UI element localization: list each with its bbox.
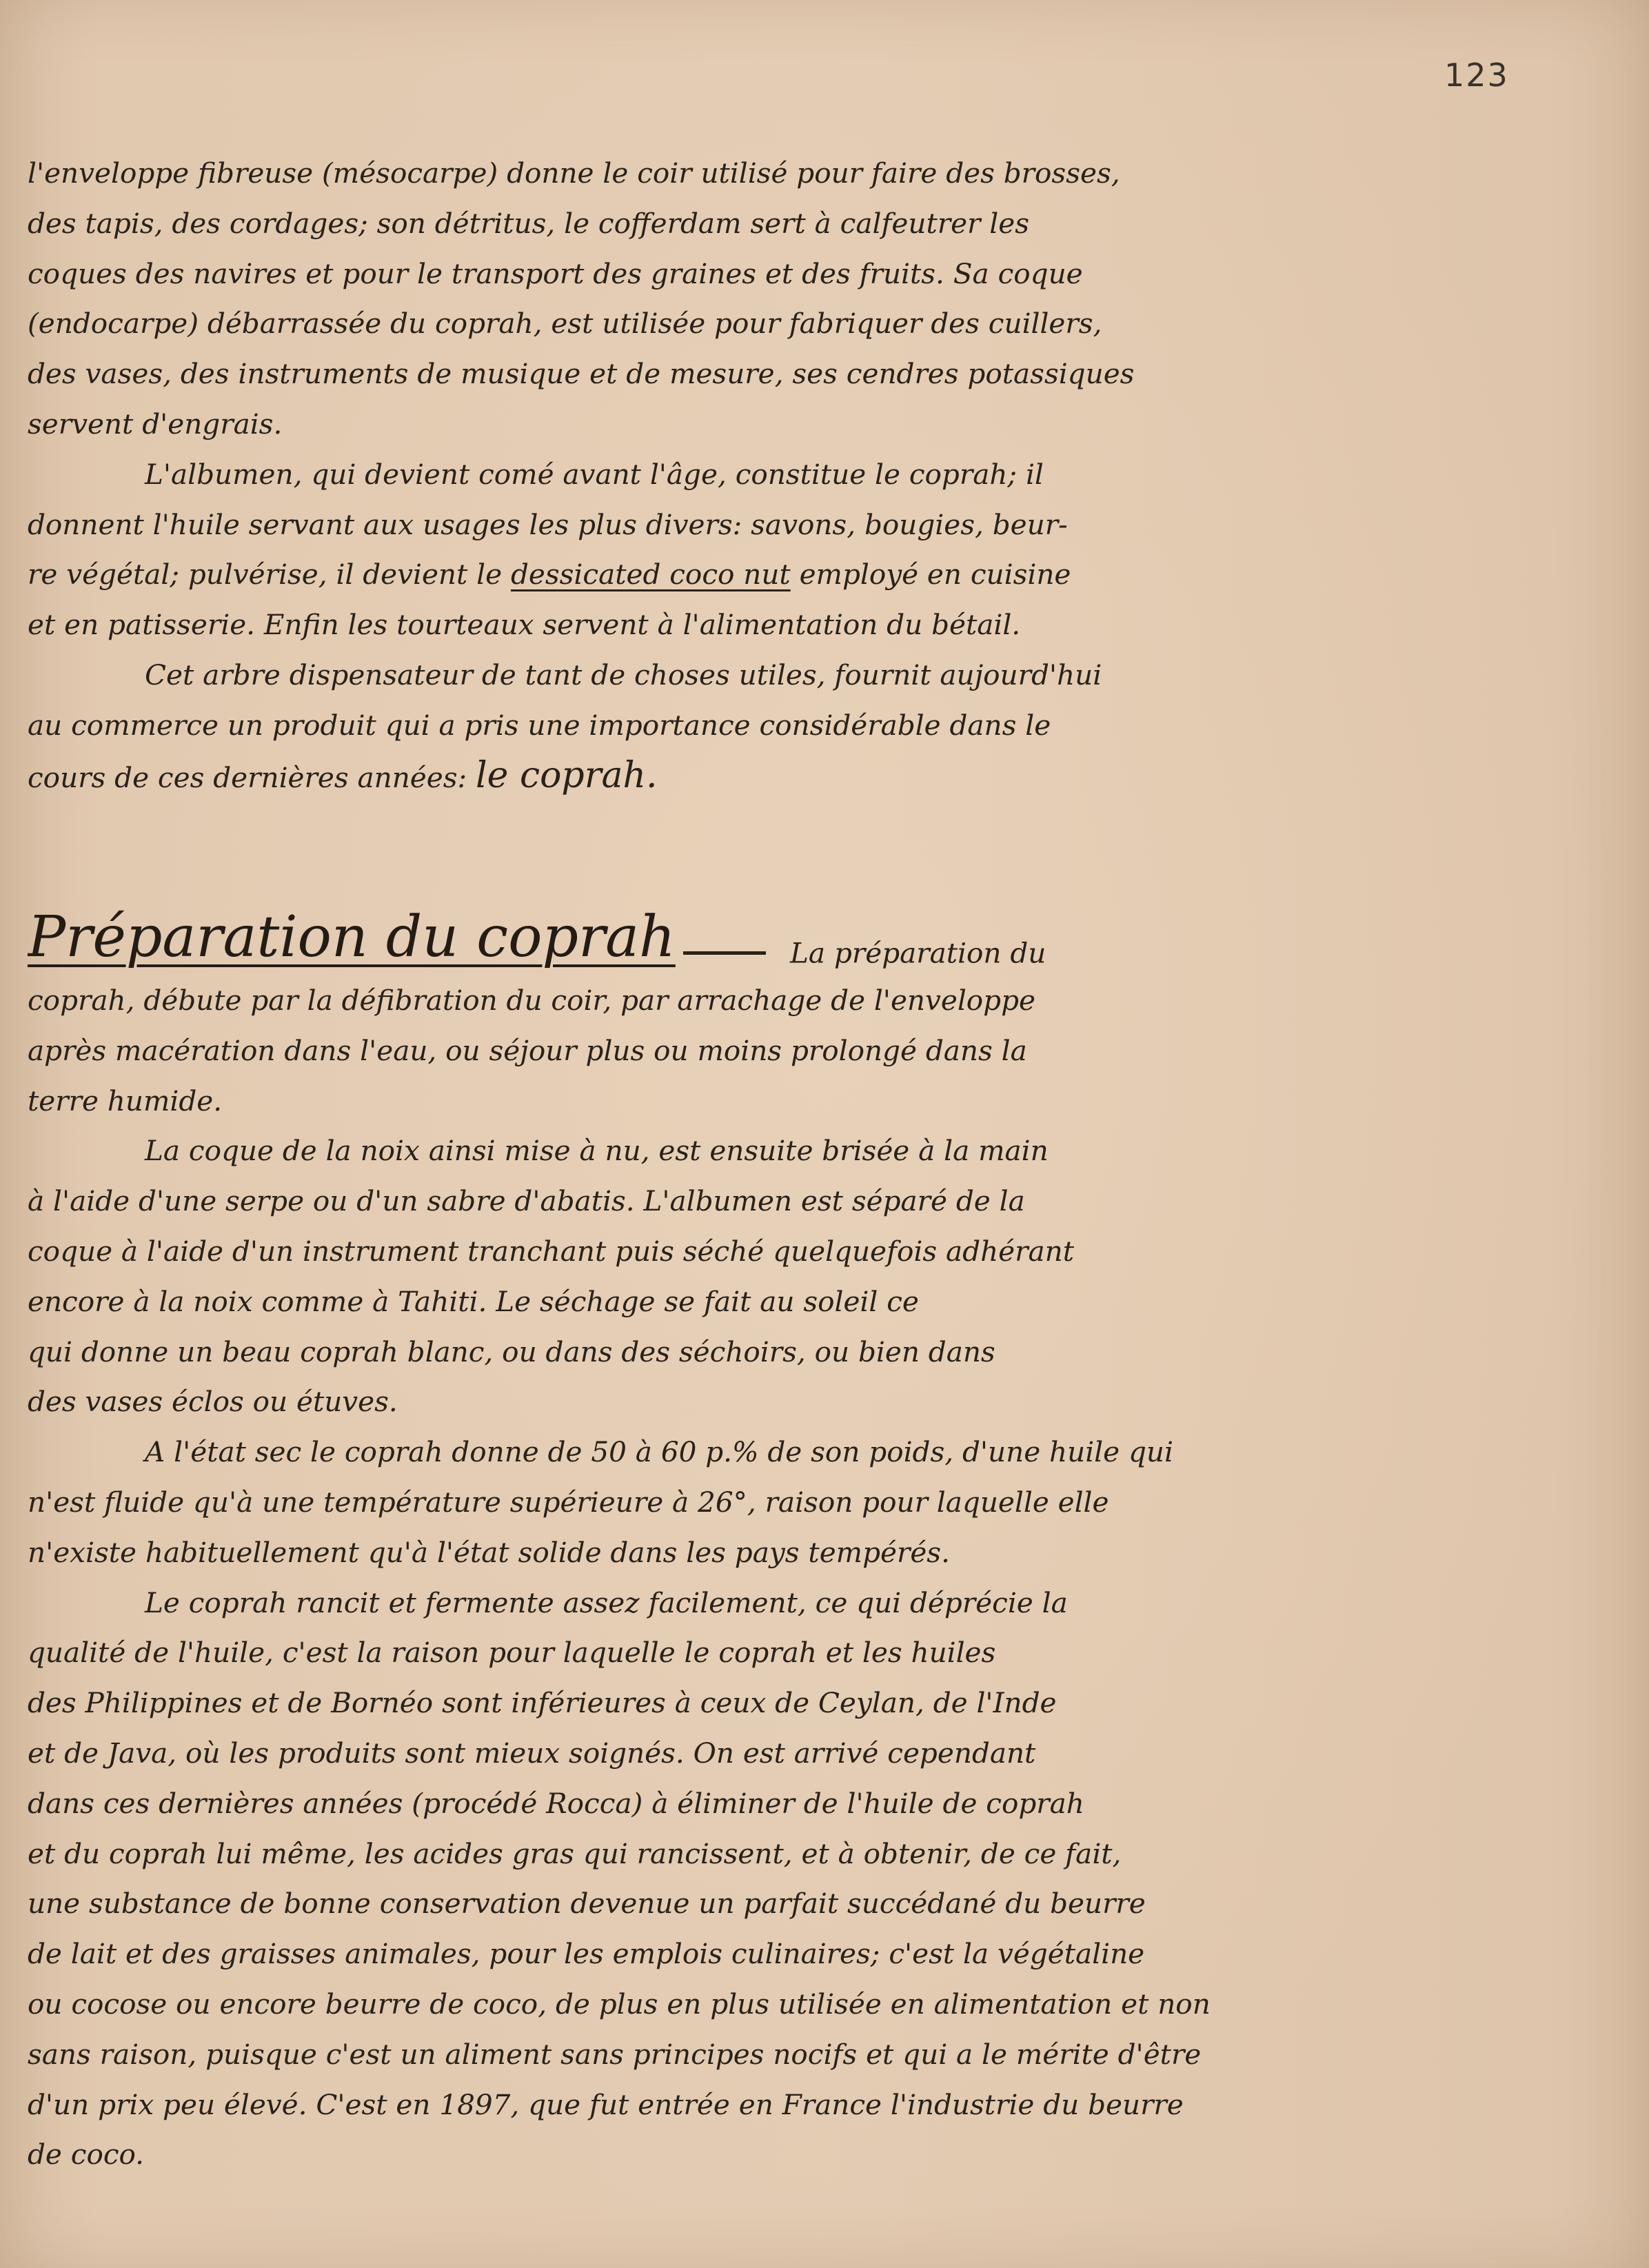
text-line: et en patisserie. Enfin les tourteaux servent à l'alimentation du bétail. — [28, 608, 1021, 642]
text-line: et de Java, où les produits sont mieux soignés. On est arrivé cependant — [28, 1736, 1036, 1770]
text-line: La coque de la noix ainsi mise à nu, est ensuite brisée à la main — [145, 1134, 1049, 1168]
text-line: coques des navires et pour le transport des graines et des fruits. Sa coque — [28, 256, 1083, 290]
text-line: sans raison, puisque c'est un aliment sans principes nocifs et qui a le mérite d'être — [28, 2037, 1202, 2071]
text-line: servent d'engrais. — [28, 407, 283, 441]
section-heading-line — [28, 900, 1524, 975]
text-line: des tapis, des cordages; son détritus, le cofferdam sert à calfeutrer les — [28, 206, 1029, 240]
text-line: des Philippines et de Bornéo sont inférieures à ceux de Ceylan, de l'Inde — [28, 1686, 1057, 1720]
text-line: l'enveloppe fibreuse (mésocarpe) donne le coir utilisé pour faire des brosses, — [28, 156, 1120, 190]
text-line: et du coprah lui même, les acides gras qui rancissent, et à obtenir, de ce fait, — [28, 1836, 1122, 1870]
text-line: n'est fluide qu'à une température supérieure à 26°, raison pour laquelle elle — [28, 1485, 1109, 1519]
page-number: 123 — [1444, 57, 1509, 94]
text-fragment: re végétal; pulvérise, il devient le — [28, 558, 503, 591]
text-line: (endocarpe) débarrassée du coprah, est utilisée pour fabriquer des cuillers, — [28, 307, 1102, 341]
text-line: donnent l'huile servant aux usages les plus divers: savons, bougies, beur- — [28, 507, 1068, 541]
text-line: d'un prix peu élevé. C'est en 1897, que fut entrée en France l'industrie du beurre — [28, 2087, 1184, 2121]
heading-dash — [683, 951, 766, 955]
text-line — [28, 549, 1524, 600]
text-line: des vases, des instruments de musique et de mesure, ses cendres potassiques — [28, 357, 1135, 391]
text-line: coque à l'aide d'un instrument tranchant puis séché quelquefois adhérant — [28, 1234, 1074, 1268]
text-line: de coco. — [28, 2138, 145, 2171]
text-line: terre humide. — [28, 1084, 223, 1117]
emphasized-term: le coprah. — [476, 754, 658, 796]
text-line: qualité de l'huile, c'est la raison pour laquelle le coprah et les huiles — [28, 1636, 996, 1670]
text-line: à l'aide d'une serpe ou d'un sabre d'abatis. L'albumen est séparé de la — [28, 1184, 1025, 1218]
text-line: encore à la noix comme à Tahiti. Le séchage se fait au soleil ce — [28, 1284, 919, 1318]
text-fragment: cours de ces dernières années: — [28, 760, 467, 794]
text-fragment: employé en cuisine — [799, 558, 1071, 591]
text-line: qui donne un beau coprah blanc, ou dans des séchoirs, ou bien dans — [28, 1335, 995, 1368]
text-line: L'albumen, qui devient comé avant l'âge, constitue le coprah; il — [145, 457, 1044, 491]
text-line: ou cocose ou encore beurre de coco, de plus en plus utilisée en alimentation et non — [28, 1987, 1211, 2021]
text-line: des vases éclos ou étuves. — [28, 1385, 398, 1419]
text-line: Cet arbre dispensateur de tant de choses utiles, fournit aujourd'hui — [145, 658, 1102, 691]
text-line: de lait et des graisses animales, pour les emplois culinaires; c'est la végétaline — [28, 1937, 1145, 1971]
text-line: coprah, débute par la défibration du coir, par arrachage de l'enveloppe — [28, 984, 1035, 1017]
text-line: une substance de bonne conservation devenue un parfait succédané du beurre — [28, 1887, 1146, 1921]
text-line — [28, 751, 1524, 801]
underlined-term: dessicated coco nut — [510, 558, 791, 591]
text-line: Le coprah rancit et fermente assez facilement, ce qui déprécie la — [145, 1586, 1068, 1619]
text-line: au commerce un produit qui a pris une importance considérable dans le — [28, 708, 1051, 742]
section-preparation — [28, 900, 1524, 2180]
section-heading: Préparation du coprah — [28, 904, 676, 970]
paragraphs-top — [28, 148, 1524, 800]
text-line: n'existe habituellement qu'à l'état solide dans les pays tempérés. — [28, 1535, 950, 1569]
text-line: dans ces dernières années (procédé Rocca) à éliminer de l'huile de coprah — [28, 1786, 1084, 1820]
text-fragment: La préparation du — [790, 936, 1046, 970]
text-line: après macération dans l'eau, ou séjour plus ou moins prolongé dans la — [28, 1033, 1027, 1067]
text-line: A l'état sec le coprah donne de 50 à 60 p.% de son poids, d'une huile qui — [145, 1435, 1173, 1469]
